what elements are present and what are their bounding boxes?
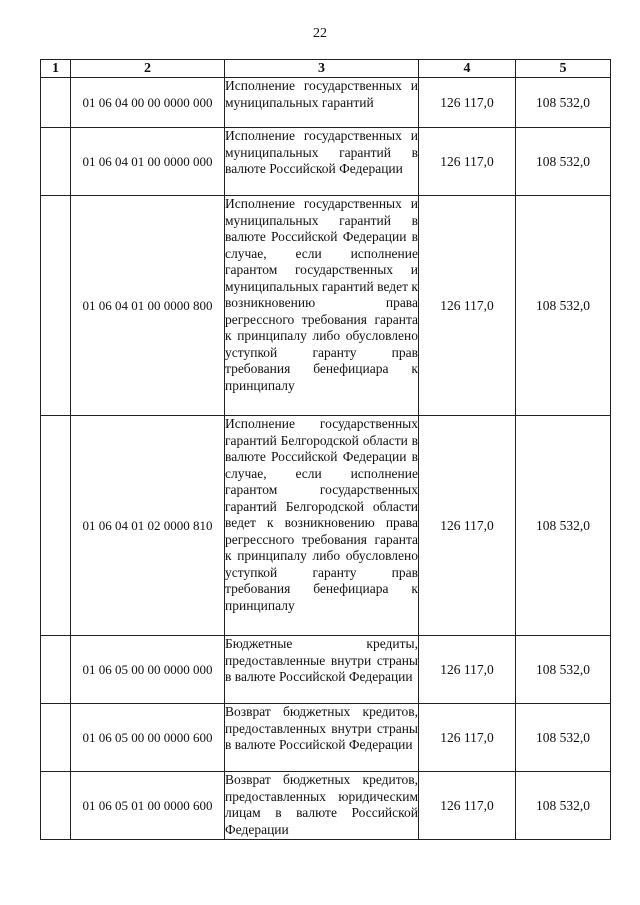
row-name: Исполнение государственных гарантий Белгородской области в валюте Российской Федерации в случае, если исполнение гарантом государственных гарантий Белгородской области ведет к возникновению права регрессного требования гаранта к принципалу либо обусловлено уступкой гаранту прав требования бенефициара к принципалу xyxy=(225,416,419,636)
amount-col-5: 108 532,0 xyxy=(516,772,611,840)
row-name: Возврат бюджетных кредитов, предоставленных юридическим лицам в валюте Российской Федерации xyxy=(225,772,419,840)
row-name: Бюджетные кредиты, предоставленные внутри страны в валюте Российской Федерации xyxy=(225,636,419,704)
amount-col-4: 126 117,0 xyxy=(419,196,516,416)
row-number xyxy=(41,78,71,128)
table-row xyxy=(41,636,611,704)
row-number xyxy=(41,416,71,636)
table-row xyxy=(41,128,611,196)
header-row xyxy=(41,60,611,78)
budget-code: 01 06 05 01 00 0000 600 xyxy=(71,772,225,840)
table-row xyxy=(41,704,611,772)
row-name: Исполнение государственных и муниципальных гарантий xyxy=(225,78,419,128)
table-row xyxy=(41,196,611,416)
page-number: 22 xyxy=(313,26,327,41)
header-col-1: 1 xyxy=(41,60,71,78)
row-number xyxy=(41,772,71,840)
row-name: Исполнение государственных и муниципальных гарантий в валюте Российской Федерации xyxy=(225,128,419,196)
budget-sources-table xyxy=(40,59,611,840)
amount-col-4: 126 117,0 xyxy=(419,128,516,196)
table-body xyxy=(41,78,611,840)
budget-code: 01 06 04 01 02 0000 810 xyxy=(71,416,225,636)
header-col-4: 4 xyxy=(419,60,516,78)
budget-code: 01 06 04 01 00 0000 000 xyxy=(71,128,225,196)
row-name: Исполнение государственных и муниципальных гарантий в валюте Российской Федерации в случае, если исполнение гарантом государственных и муниципальных гарантий ведет к возникновению права регрессного требования гаранта к принципалу либо обусловлено уступкой гаранту прав требования бенефициара к принципалу xyxy=(225,196,419,416)
budget-code: 01 06 04 01 00 0000 800 xyxy=(71,196,225,416)
amount-col-5: 108 532,0 xyxy=(516,128,611,196)
amount-col-5: 108 532,0 xyxy=(516,196,611,416)
row-number xyxy=(41,636,71,704)
header-col-2: 2 xyxy=(71,60,225,78)
row-number xyxy=(41,196,71,416)
table-header xyxy=(41,60,611,78)
amount-col-5: 108 532,0 xyxy=(516,416,611,636)
amount-col-5: 108 532,0 xyxy=(516,636,611,704)
header-col-3: 3 xyxy=(225,60,419,78)
amount-col-4: 126 117,0 xyxy=(419,704,516,772)
amount-col-4: 126 117,0 xyxy=(419,416,516,636)
budget-code: 01 06 04 00 00 0000 000 xyxy=(71,78,225,128)
amount-col-4: 126 117,0 xyxy=(419,636,516,704)
amount-col-5: 108 532,0 xyxy=(516,704,611,772)
budget-code: 01 06 05 00 00 0000 000 xyxy=(71,636,225,704)
amount-col-4: 126 117,0 xyxy=(419,772,516,840)
amount-col-4: 126 117,0 xyxy=(419,78,516,128)
table-row xyxy=(41,78,611,128)
row-number xyxy=(41,704,71,772)
row-name: Возврат бюджетных кредитов, предоставленных внутри страны в валюте Российской Федерации xyxy=(225,704,419,772)
amount-col-5: 108 532,0 xyxy=(516,78,611,128)
row-number xyxy=(41,128,71,196)
table-row xyxy=(41,416,611,636)
table-row xyxy=(41,772,611,840)
header-col-5: 5 xyxy=(516,60,611,78)
budget-code: 01 06 05 00 00 0000 600 xyxy=(71,704,225,772)
